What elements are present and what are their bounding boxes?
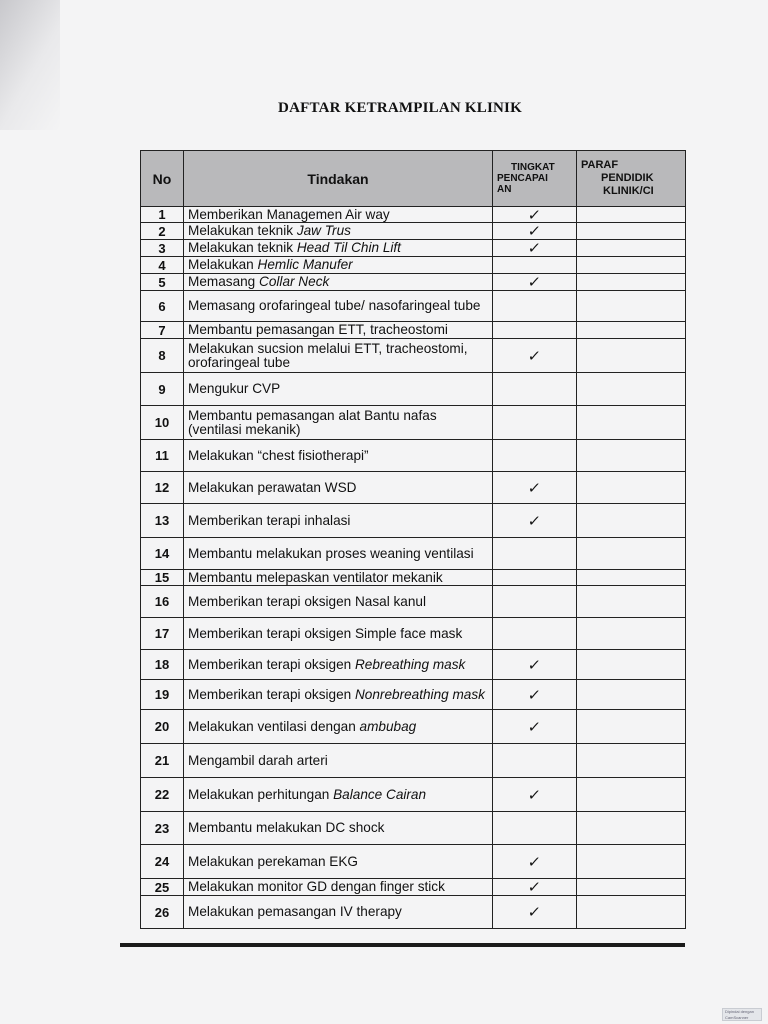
row-achievement [493,586,577,618]
table-row [141,650,686,680]
header-paraf-line2: PENDIDIK [601,172,654,184]
row-number: 14 [141,538,184,570]
action-text-italic: Nonrebreathing mask [354,686,485,702]
row-number: 12 [141,472,184,504]
row-number: 5 [141,274,184,291]
row-achievement [493,223,577,240]
row-number: 2 [141,223,184,240]
action-text: Membantu pemasangan alat Bantu nafas (ventilasi mekanik) [188,407,437,437]
checkmark-icon: ✓ [526,852,543,871]
row-achievement [493,257,577,274]
row-action [184,274,493,291]
row-signature [577,339,686,373]
action-text: Memberikan terapi inhalasi [188,512,351,528]
action-text: Memasang orofaringeal tube/ nasofaringeal tube [188,298,481,313]
row-action [184,896,493,929]
action-text: Melakukan sucsion melalui ETT, tracheostomi, orofaringeal tube [188,340,468,370]
row-achievement [493,373,577,406]
checkmark-icon: ✓ [526,685,543,704]
row-action [184,322,493,339]
row-number: 6 [141,291,184,322]
row-signature [577,812,686,845]
row-achievement [493,650,577,680]
row-action [184,240,493,257]
checkmark-icon: ✓ [526,273,543,291]
row-number: 4 [141,257,184,274]
header-paraf [577,151,686,207]
row-signature [577,570,686,586]
action-text: Memasang [188,274,260,289]
row-action [184,373,493,406]
table-row [141,896,686,929]
row-signature [577,257,686,274]
row-achievement [493,339,577,373]
row-action [184,504,493,538]
skills-table [140,150,686,929]
row-number: 23 [141,812,184,845]
row-number: 18 [141,650,184,680]
checkmark-icon: ✓ [526,785,543,804]
row-signature [577,586,686,618]
row-number: 15 [141,570,184,586]
action-text-italic: Jaw Trus [296,223,351,238]
row-signature [577,322,686,339]
row-number: 21 [141,744,184,778]
action-text: Melakukan teknik [188,223,297,238]
row-achievement [493,744,577,778]
row-action [184,618,493,650]
row-action [184,440,493,472]
row-achievement [493,207,577,223]
row-action [184,879,493,896]
action-text: Melakukan monitor GD dengan finger stick [188,879,445,894]
table-row [141,680,686,710]
table-row [141,257,686,274]
row-signature [577,223,686,240]
row-achievement [493,291,577,322]
action-text: Melakukan pemasangan IV therapy [188,904,402,919]
row-achievement [493,504,577,538]
action-text: Melakukan perekaman EKG [188,853,359,869]
row-action [184,650,493,680]
row-achievement [493,538,577,570]
row-achievement [493,240,577,257]
row-action [184,291,493,322]
action-text: Melakukan ventilasi dengan [188,718,360,734]
row-action [184,812,493,845]
bottom-rule [120,943,685,947]
table-row [141,373,686,406]
row-action [184,586,493,618]
row-signature [577,879,686,896]
row-signature [577,650,686,680]
row-number: 19 [141,680,184,710]
row-achievement [493,274,577,291]
action-text: Mengambil darah arteri [188,752,328,768]
row-achievement [493,618,577,650]
action-text: Memberikan terapi oksigen Simple face mask [188,625,463,641]
row-number: 8 [141,339,184,373]
row-signature [577,845,686,879]
row-action [184,223,493,240]
row-number: 22 [141,778,184,812]
table-row [141,406,686,440]
action-text: Melakukan perhitungan [188,786,334,802]
scanner-watermark: Dipindai dengan CamScanner [722,1008,762,1021]
table-row [141,845,686,879]
row-action [184,257,493,274]
checkmark-icon: ✓ [526,717,543,736]
row-signature [577,472,686,504]
header-tingkat-line1: TINGKAT [511,162,555,173]
row-action [184,207,493,223]
header-tingkat [493,151,577,207]
row-signature [577,373,686,406]
row-action [184,538,493,570]
row-action [184,710,493,744]
table-row [141,812,686,845]
table-row [141,879,686,896]
table-row [141,538,686,570]
row-action [184,845,493,879]
row-number: 11 [141,440,184,472]
action-text-italic: Collar Neck [259,274,330,289]
row-signature [577,504,686,538]
row-number: 3 [141,240,184,257]
header-tingkat-line3: AN [497,184,512,195]
row-achievement [493,406,577,440]
row-signature [577,744,686,778]
row-number: 9 [141,373,184,406]
action-text: Memberikan terapi oksigen [188,656,355,672]
row-number: 7 [141,322,184,339]
checkmark-icon: ✓ [526,239,543,257]
row-achievement [493,710,577,744]
table-row [141,586,686,618]
row-achievement [493,570,577,586]
checkmark-icon: ✓ [526,205,543,224]
header-paraf-line3: KLINIK/CI [603,185,654,197]
row-number: 13 [141,504,184,538]
action-text: Memberikan Managemen Air way [188,206,390,222]
row-action [184,570,493,586]
table-row [141,618,686,650]
row-achievement [493,896,577,929]
action-text: Melakukan perawatan WSD [188,479,357,495]
row-number: 25 [141,879,184,896]
row-achievement [493,812,577,845]
header-tindakan: Tindakan [184,151,493,207]
checkmark-icon: ✓ [526,478,543,497]
action-text: Mengukur CVP [188,381,281,396]
action-text-italic: Head Til Chin Lift [296,240,401,255]
row-achievement [493,845,577,879]
table-row [141,710,686,744]
row-signature [577,778,686,812]
action-text-italic: Balance Cairan [333,786,427,802]
header-paraf-line1: PARAF [581,159,619,171]
row-achievement [493,778,577,812]
action-text-italic: ambubag [359,718,417,734]
checkmark-icon: ✓ [526,878,543,896]
action-text: Membantu melepaskan ventilator mekanik [188,569,443,585]
row-achievement [493,322,577,339]
row-signature [577,207,686,223]
table-row [141,472,686,504]
row-signature [577,291,686,322]
table-row [141,322,686,339]
table-row [141,207,686,223]
table-row [141,440,686,472]
row-signature [577,440,686,472]
row-action [184,339,493,373]
row-signature [577,710,686,744]
action-text-italic: Hemlic Manufer [257,257,353,272]
row-action [184,744,493,778]
row-achievement [493,472,577,504]
table-row [141,274,686,291]
row-number: 17 [141,618,184,650]
action-text: Memberikan terapi oksigen [188,686,355,702]
action-text: Melakukan teknik [188,240,297,255]
row-signature [577,680,686,710]
table-row [141,744,686,778]
header-tingkat-line2: PENCAPAI [497,173,548,184]
row-signature [577,274,686,291]
row-action [184,472,493,504]
table-row [141,240,686,257]
table-row [141,339,686,373]
row-achievement [493,680,577,710]
row-number: 26 [141,896,184,929]
row-action [184,406,493,440]
table-row [141,778,686,812]
action-text: Melakukan [188,257,258,272]
table-row [141,223,686,240]
row-number: 10 [141,406,184,440]
row-number: 16 [141,586,184,618]
row-signature [577,406,686,440]
checkmark-icon: ✓ [526,222,543,240]
row-action [184,778,493,812]
row-signature [577,240,686,257]
checkmark-icon: ✓ [526,346,543,365]
checkmark-icon: ✓ [526,511,543,530]
action-text-italic: Rebreathing mask [354,656,466,672]
table-header-row [141,151,686,207]
table-row [141,291,686,322]
row-number: 20 [141,710,184,744]
action-text: Memberikan terapi oksigen Nasal kanul [188,593,427,609]
checkmark-icon: ✓ [526,903,543,921]
action-text: Membantu pemasangan ETT, tracheostomi [188,322,448,337]
table-row [141,504,686,538]
row-action [184,680,493,710]
row-signature [577,896,686,929]
row-signature [577,618,686,650]
row-achievement [493,879,577,896]
table-row [141,570,686,586]
action-text: Melakukan “chest fisiotherapi” [188,447,369,463]
header-no: No [141,151,184,207]
row-number: 1 [141,207,184,223]
row-signature [577,538,686,570]
row-number: 24 [141,845,184,879]
checkmark-icon: ✓ [526,655,543,674]
row-achievement [493,440,577,472]
action-text: Membantu melakukan DC shock [188,820,385,835]
page-title: DAFTAR KETRAMPILAN KLINIK [278,100,522,116]
action-text: Membantu melakukan proses weaning ventilasi [188,545,474,561]
